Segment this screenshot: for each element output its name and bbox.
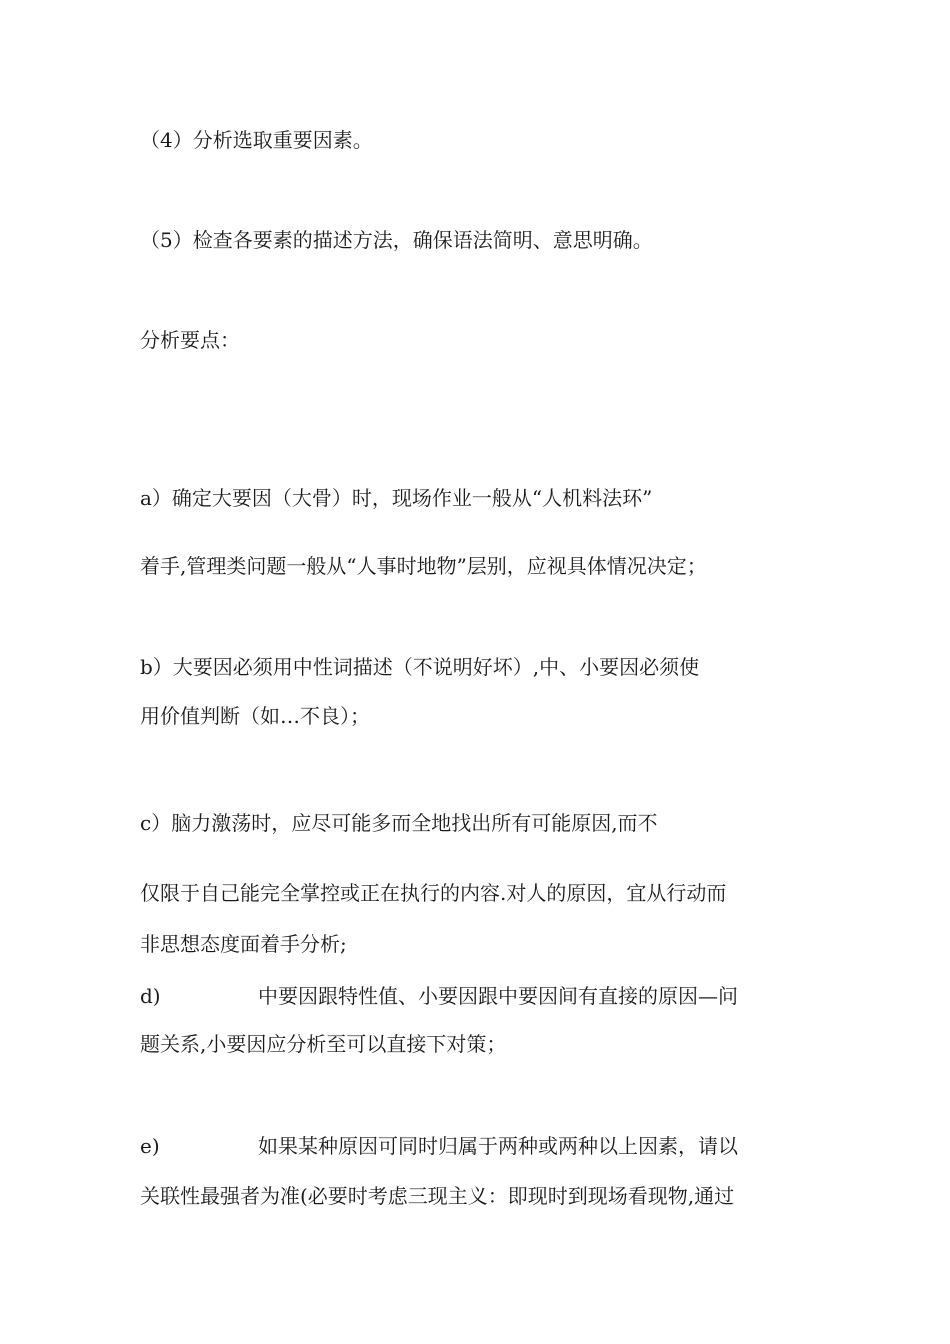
point-e-line-2: 关联性最强者为准(必要时考虑三现主义：即现时到现场看现物,通过 — [140, 1184, 735, 1208]
point-e-text: 如果某种原因可同时归属于两种或两种以上因素，请以 — [258, 1134, 738, 1158]
point-e-line-1 — [140, 1133, 738, 1159]
point-d-marker: d) — [140, 984, 161, 1008]
point-d-line-1 — [140, 983, 738, 1009]
point-b-line-2: 用价值判断（如…不良）； — [140, 704, 370, 728]
step-5-line: （5）检查各要素的描述方法，确保语法简明、意思明确。 — [140, 228, 653, 252]
point-d-line-2: 题关系,小要因应分析至可以直接下对策； — [140, 1032, 507, 1056]
point-d-text: 中要因跟特性值、小要因跟中要因间有直接的原因—问 — [258, 984, 738, 1008]
step-4-line: （4）分析选取重要因素。 — [140, 128, 373, 152]
point-e-marker: e) — [140, 1134, 160, 1158]
point-c-line-2: 仅限于自己能完全掌控或正在执行的内容.对人的原因，宜从行动而 — [140, 881, 727, 905]
point-a-line-1: a）确定大要因（大骨）时，现场作业一般从“人机料法环” — [140, 486, 653, 510]
point-c-line-1: c）脑力激荡时，应尽可能多而全地找出所有可能原因,而不 — [140, 811, 658, 835]
point-c-line-3: 非思想态度面着手分析; — [140, 932, 347, 956]
point-b-line-1: b）大要因必须用中性词描述（不说明好坏）,中、小要因必须使 — [140, 655, 700, 679]
point-a-line-2: 着手,管理类问题一般从“人事时地物”层别，应视具体情况决定； — [140, 554, 707, 578]
analysis-points-heading: 分析要点： — [140, 328, 240, 352]
